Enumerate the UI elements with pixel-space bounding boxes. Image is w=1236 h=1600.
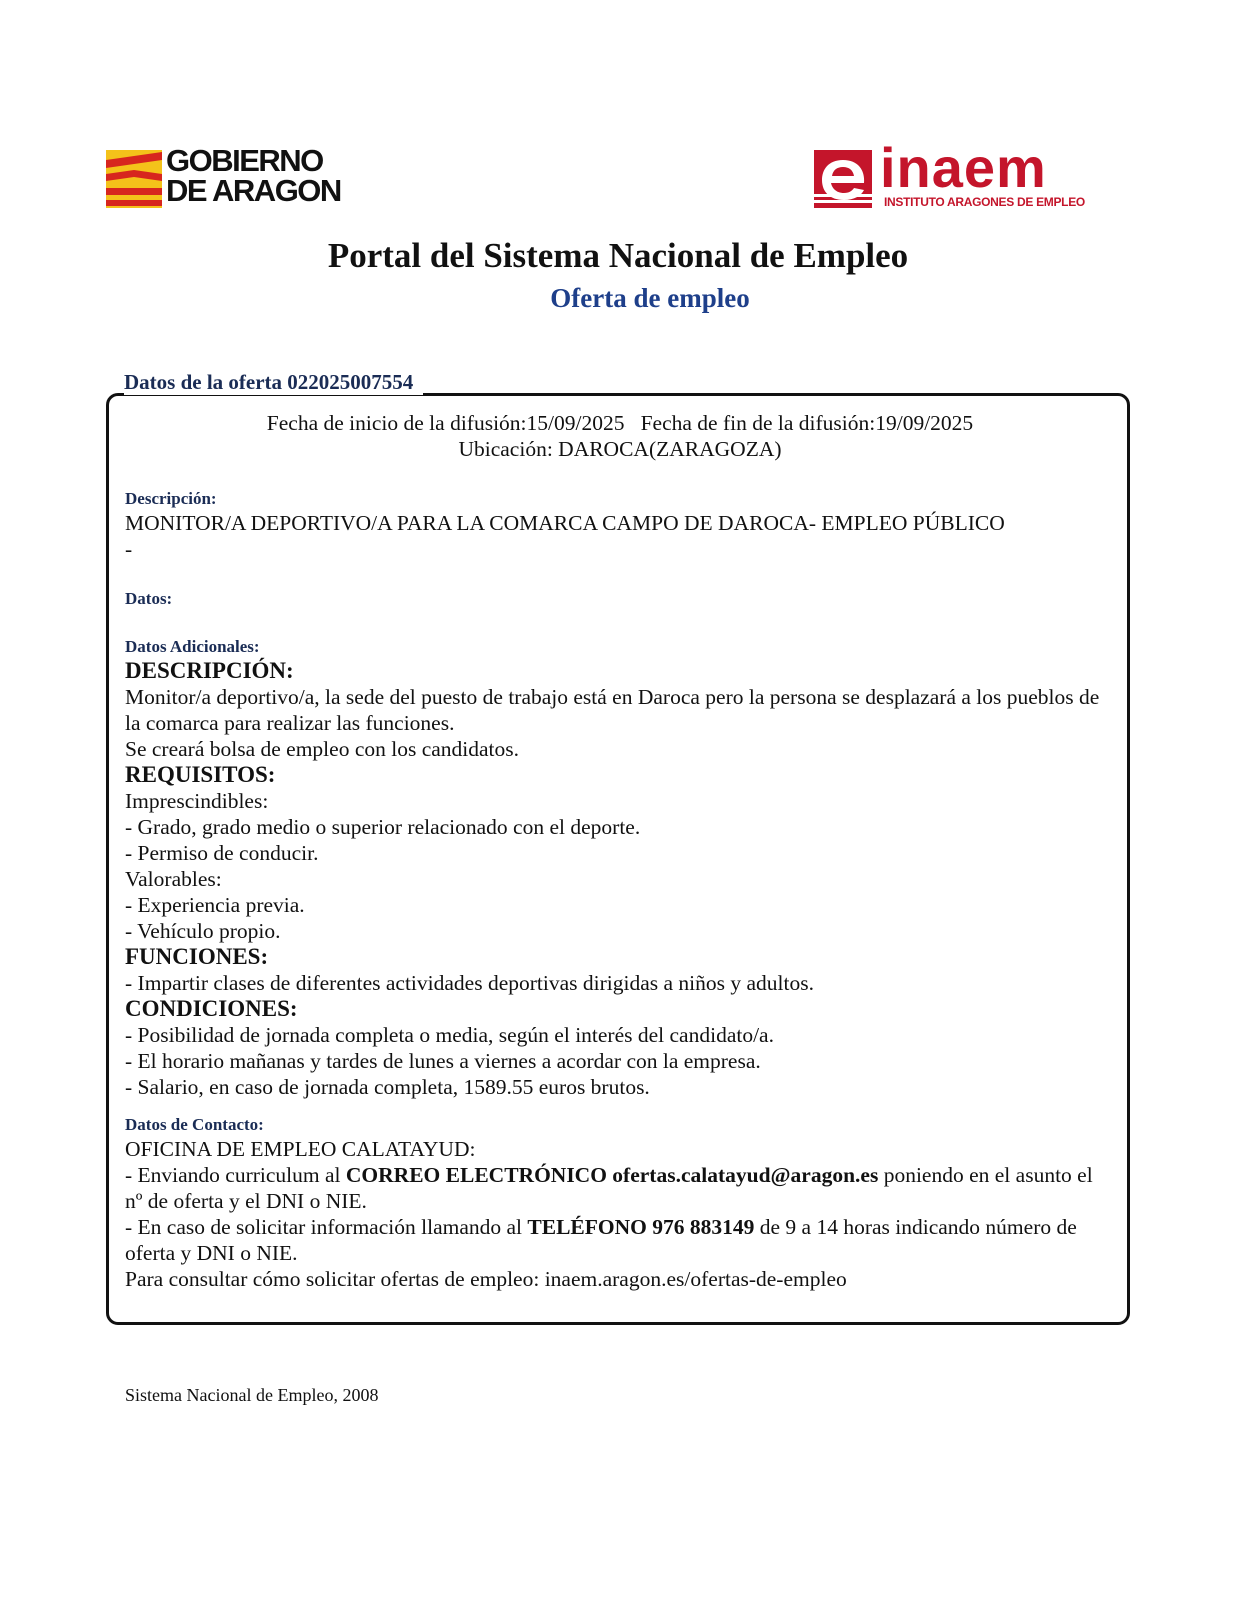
offer-location: Ubicación: DAROCA(ZARAGOZA) bbox=[458, 437, 782, 461]
offer-content bbox=[125, 410, 1115, 1292]
descripcion-heading: DESCRIPCIÓN: bbox=[125, 658, 294, 683]
inaem-logo-subtitle: INSTITUTO ARAGONES DE EMPLEO bbox=[884, 195, 1085, 209]
inaem-logo-name: inaem bbox=[880, 136, 1047, 199]
offer-legend: Datos de la oferta 022025007554 bbox=[124, 370, 423, 395]
aragon-flag-icon bbox=[106, 150, 162, 208]
contacto-phone-line bbox=[125, 1214, 1115, 1266]
gobierno-logo-line1: GOBIERNO bbox=[166, 143, 323, 178]
contacto-phone-pre: - En caso de solicitar información llamando al bbox=[125, 1215, 528, 1239]
funciones-line: - Impartir clases de diferentes actividades deportivas dirigidas a niños y adultos. bbox=[125, 971, 814, 995]
gobierno-aragon-logo bbox=[106, 143, 376, 212]
contacto-label: Datos de Contacto: bbox=[125, 1115, 264, 1134]
contacto-phone-number: TELÉFONO 976 883149 bbox=[527, 1215, 755, 1239]
contacto-email-address[interactable]: CORREO ELECTRÓNICO ofertas.calatayud@aragon.es bbox=[345, 1163, 879, 1187]
condiciones-heading: CONDICIONES: bbox=[125, 996, 298, 1021]
desc-line: Se creará bolsa de empleo con los candidatos. bbox=[125, 737, 520, 761]
contacto-office: OFICINA DE EMPLEO CALATAYUD: bbox=[125, 1137, 476, 1161]
inaem-logo bbox=[814, 136, 1104, 212]
contacto-phone-post: de 9 a 14 horas indicando número de oferta y DNI o NIE. bbox=[125, 1215, 1077, 1265]
requisitos-line: Valorables: bbox=[125, 867, 222, 891]
page-title: Portal del Sistema Nacional de Empleo bbox=[327, 236, 909, 275]
requisitos-line: - Permiso de conducir. bbox=[125, 841, 319, 865]
condiciones-line: - El horario mañanas y tardes de lunes a viernes a acordar con la empresa. bbox=[125, 1049, 761, 1073]
descripcion-dash: - bbox=[125, 537, 133, 561]
condiciones-line: - Posibilidad de jornada completa o media, según el interés del candidato/a. bbox=[125, 1023, 774, 1047]
descripcion-label: Descripción: bbox=[125, 489, 217, 508]
desc-line: Monitor/a deportivo/a, la sede del puesto de trabajo está en Daroca pero la persona se desplazará a los pueblos de la comarca para realizar las funciones. bbox=[125, 685, 1100, 735]
offer-dates: Fecha de inicio de la difusión:15/09/2025 Fecha de fin de la difusión:19/09/2025 bbox=[266, 411, 974, 435]
descripcion-text: MONITOR/A DEPORTIVO/A PARA LA COMARCA CAMPO DE DAROCA- EMPLEO PÚBLICO bbox=[125, 511, 1005, 535]
condiciones-line: - Salario, en caso de jornada completa, 1589.55 euros brutos. bbox=[125, 1075, 650, 1099]
contacto-email-post: poniendo en el asunto el nº de oferta y el DNI o NIE. bbox=[125, 1163, 1093, 1213]
footer-text: Sistema Nacional de Empleo, 2008 bbox=[125, 1385, 379, 1405]
datos-adicionales-label: Datos Adicionales: bbox=[125, 637, 260, 656]
requisitos-line: Imprescindibles: bbox=[125, 789, 269, 813]
datos-label: Datos: bbox=[125, 589, 173, 608]
requisitos-heading: REQUISITOS: bbox=[125, 762, 276, 787]
gobierno-logo-line2: DE ARAGON bbox=[166, 173, 341, 208]
contacto-email-line bbox=[125, 1162, 1115, 1214]
requisitos-line: - Vehículo propio. bbox=[125, 919, 281, 943]
requisitos-line: - Experiencia previa. bbox=[125, 893, 305, 917]
contacto-consult-link[interactable]: Para consultar cómo solicitar ofertas de empleo: inaem.aragon.es/ofertas-de-empleo bbox=[125, 1267, 847, 1291]
page-subtitle: Oferta de empleo bbox=[550, 283, 750, 313]
contacto-email-pre: - Enviando curriculum al bbox=[125, 1163, 346, 1187]
inaem-e-mark-icon bbox=[814, 150, 874, 210]
funciones-heading: FUNCIONES: bbox=[125, 944, 269, 969]
requisitos-line: - Grado, grado medio o superior relacionado con el deporte. bbox=[125, 815, 641, 839]
